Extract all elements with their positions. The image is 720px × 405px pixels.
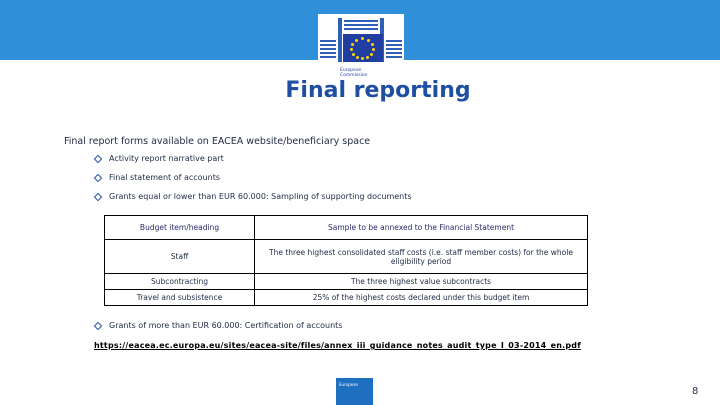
bullet-text: Grants of more than EUR 60.000: Certification of accounts bbox=[109, 321, 343, 330]
slide-title: Final reporting bbox=[285, 78, 471, 103]
table-cell: Staff bbox=[105, 240, 255, 274]
table-header-row bbox=[105, 216, 588, 240]
bullet-item bbox=[95, 321, 342, 330]
bullet-text: Grants equal or lower than EUR 60.000: Sampling of supporting documents bbox=[109, 192, 412, 201]
bullet-item bbox=[95, 154, 224, 163]
table-row bbox=[105, 274, 588, 290]
table-cell: The three highest value subcontracts bbox=[255, 274, 588, 290]
page-number: 8 bbox=[692, 386, 699, 397]
diamond-bullet-icon bbox=[94, 173, 102, 181]
bullet-item bbox=[95, 192, 412, 201]
logo-caption: European Commission bbox=[340, 68, 368, 78]
table-cell: Subcontracting bbox=[105, 274, 255, 290]
table-header-cell: Budget item/heading bbox=[105, 216, 255, 240]
table-row bbox=[105, 290, 588, 306]
table-cell: 25% of the highest costs declared under this budget item bbox=[255, 290, 588, 306]
bullet-text: Final statement of accounts bbox=[109, 173, 221, 182]
diamond-bullet-icon bbox=[94, 154, 102, 162]
footer-logo-text: European bbox=[339, 382, 359, 387]
table-row bbox=[105, 240, 588, 274]
intro-text: Final report forms available on EACEA website/beneficiary space bbox=[64, 136, 371, 147]
diamond-bullet-icon bbox=[94, 192, 102, 200]
diamond-bullet-icon bbox=[94, 321, 102, 329]
table-cell: Travel and subsistence bbox=[105, 290, 255, 306]
sampling-table bbox=[104, 215, 588, 306]
footer-logo-box bbox=[336, 378, 373, 405]
guidance-notes-link[interactable]: https://eacea.ec.europa.eu/sites/eacea-site/files/annex_iii_guidance_notes_audit_type_I_03-2014_en.pdf bbox=[94, 341, 581, 350]
table-header-cell: Sample to be annexed to the Financial Statement bbox=[255, 216, 588, 240]
bullet-item bbox=[95, 173, 220, 182]
bullet-text: Activity report narrative part bbox=[109, 154, 224, 163]
eu-flag-icon bbox=[343, 34, 383, 62]
table-cell: The three highest consolidated staff costs (i.e. staff member costs) for the whole eligibility period bbox=[255, 240, 588, 274]
